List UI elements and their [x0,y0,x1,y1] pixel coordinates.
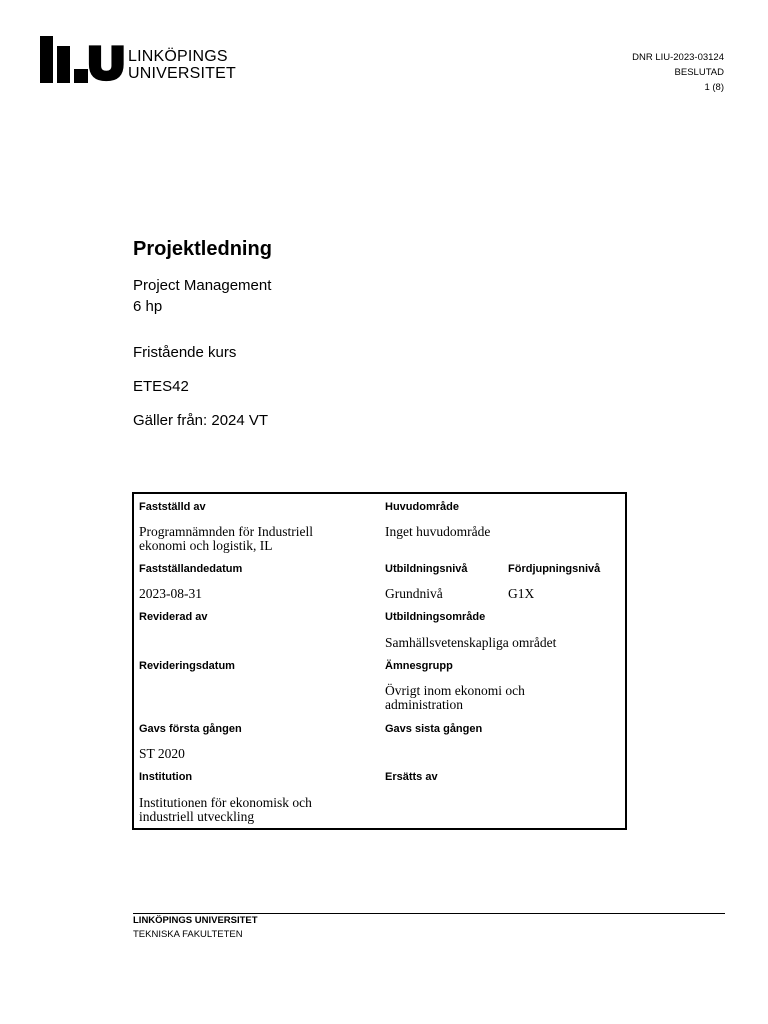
value-institution: Institutionen för ekonomisk och industriell utveckling [139,795,312,824]
value-gavs-forsta-gangen: ST 2020 [139,746,185,761]
value-huvudomrade: Inget huvudområde [385,524,491,539]
value-utbildningsomrade: Samhällsvetenskapliga området [385,635,557,650]
label-huvudomrade: Huvudområde [385,501,459,513]
label-institution: Institution [139,771,193,783]
label-faststalld-av: Fastställd av [139,501,206,513]
label-amnesgrupp: Ämnesgrupp [385,660,453,672]
value-faststalld-av: Programnämnden för Industriell ekonomi och logistik, IL [139,524,313,553]
footer-faculty: TEKNISKA FAKULTETEN [133,929,243,940]
label-utbildningsniva: Utbildningsnivå [385,563,468,575]
footer-divider [133,913,725,914]
course-credits: 6 hp [133,298,163,315]
value-amnesgrupp: Övrigt inom ekonomi och administration [385,683,525,712]
value-faststallandedatum: 2023-08-31 [139,586,202,601]
document-status: BESLUTAD [674,67,724,78]
label-revideringsdatum: Revideringsdatum [139,660,235,672]
value-utbildningsniva: Grundnivå [385,586,443,601]
footer-university: LINKÖPINGS UNIVERSITET [133,915,258,926]
course-type: Fristående kurs [133,344,237,361]
course-valid-from: Gäller från: 2024 VT [133,412,269,429]
logo-line2: UNIVERSITET [128,65,236,82]
label-gavs-sista-gangen: Gavs sista gången [385,723,483,735]
course-info-table [132,492,627,830]
document-meta [632,50,724,95]
label-fordjupningsniva: Fördjupningsnivå [508,563,601,575]
document-number: DNR LIU-2023-03124 [632,52,724,63]
liu-logo [40,36,240,86]
value-fordjupningsniva: G1X [508,586,535,601]
course-code: ETES42 [133,378,189,395]
label-gavs-forsta-gangen: Gavs första gången [139,723,242,735]
label-reviderad-av: Reviderad av [139,611,208,623]
course-title: Projektledning [133,238,272,260]
liu-logo-mark-icon [40,36,124,84]
label-utbildningsomrade: Utbildningsområde [385,611,486,623]
label-ersatts-av: Ersätts av [385,771,438,783]
label-faststallandedatum: Fastställandedatum [139,563,243,575]
course-english-title: Project Management [133,277,272,294]
page-number: 1 (8) [704,82,724,93]
logo-wordmark [128,48,236,82]
logo-line1: LINKÖPINGS [128,48,228,65]
